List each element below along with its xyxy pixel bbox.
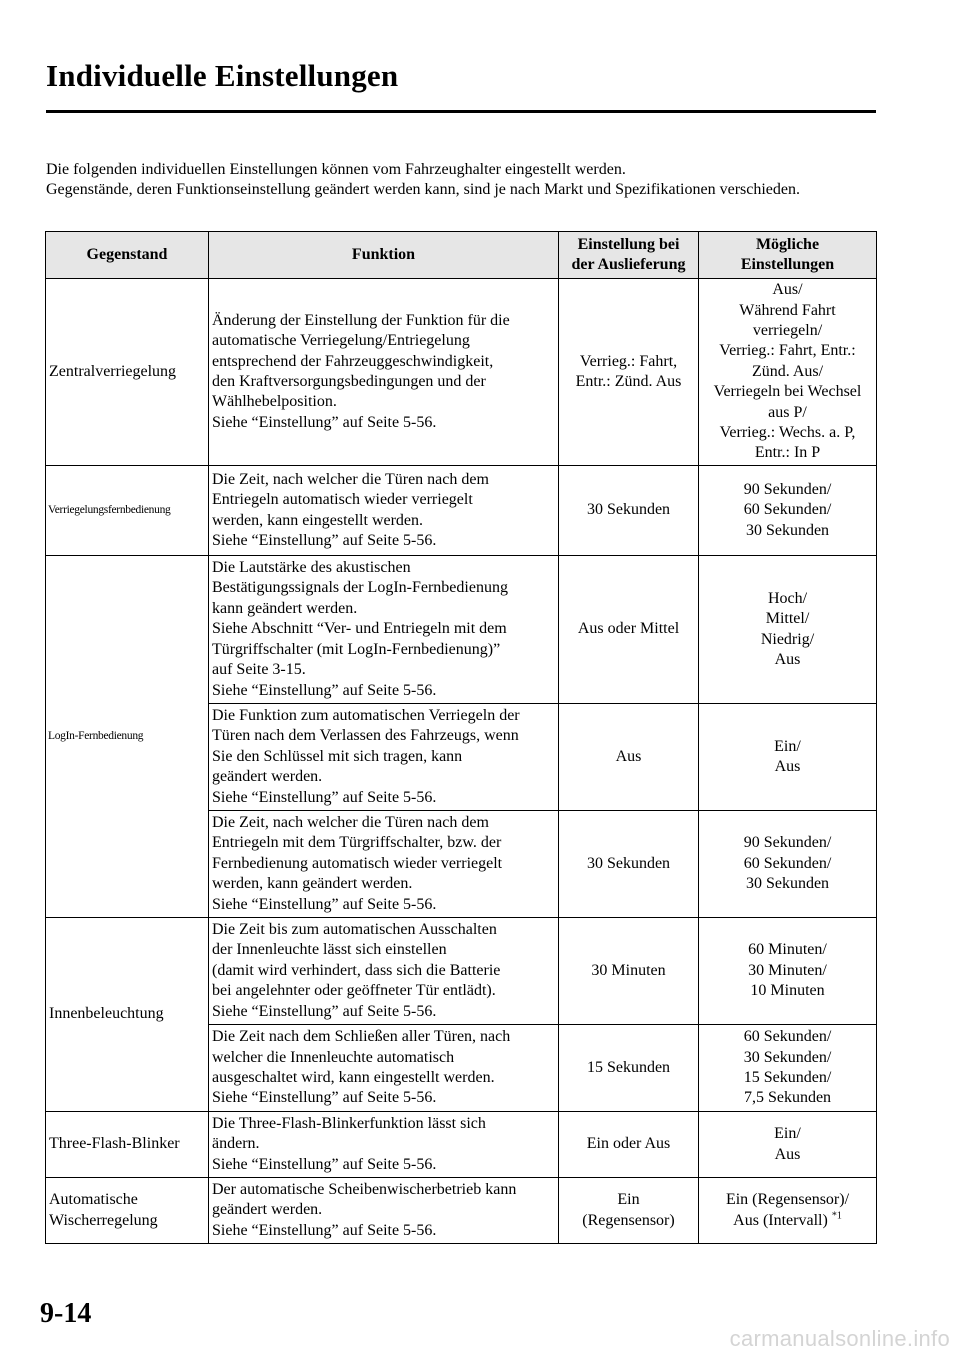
cell-default: 30 Minuten — [559, 918, 699, 1025]
table-row — [46, 556, 877, 704]
cell-function: Die Three-Flash-Blinkerfunktion lässt sich ändern. Siehe “Einstellung” auf Seite 5-56. — [209, 1112, 559, 1178]
cell-options: 60 Minuten/ 30 Minuten/ 10 Minuten — [699, 918, 877, 1025]
table-row — [46, 1112, 877, 1178]
cell-default: Aus oder Mittel — [559, 556, 699, 704]
cell-options: Hoch/ Mittel/ Niedrig/ Aus — [699, 556, 877, 704]
cell-function: Die Zeit, nach welcher die Türen nach dem Entriegeln mit dem Türgriffschalter, bzw. der Fernbedienung automatisch wieder verriegelt werden, kann geändert werden. Siehe “Einstellung” auf Seite 5-56. — [209, 811, 559, 918]
watermark: carmanualsonline.info — [729, 1326, 950, 1351]
title-rule — [46, 110, 876, 113]
header-options: Mögliche Einstellungen — [699, 232, 877, 279]
cell-function: Die Zeit, nach welcher die Türen nach dem Entriegeln automatisch wieder verriegelt werden, kann eingestellt werden. Siehe “Einstellung” auf Seite 5-56. — [209, 466, 559, 556]
settings-table — [45, 231, 877, 1244]
cell-options: 60 Sekunden/ 30 Sekunden/ 15 Sekunden/ 7,5 Sekunden — [699, 1025, 877, 1112]
cell-default: Aus — [559, 704, 699, 811]
cell-function: Die Zeit bis zum automatischen Ausschalten der Innenleuchte lässt sich einstellen (damit wird verhindert, dass sich die Batterie bei angelehnter oder geöffneter Tür entlädt). Siehe “Einstellung” auf Seite 5-56. — [209, 918, 559, 1025]
intro-line-1: Die folgenden individuellen Einstellungen können vom Fahrzeughalter eingestellt werden. — [46, 161, 626, 178]
cell-item: Verriegelungsfernbedienung — [46, 466, 209, 556]
cell-default: Verrieg.: Fahrt, Entr.: Zünd. Aus — [559, 279, 699, 466]
cell-item: Innenbeleuchtung — [46, 918, 209, 1112]
cell-item: Automatische Wischerregelung — [46, 1178, 209, 1244]
intro-text — [46, 160, 876, 200]
cell-function: Der automatische Scheibenwischerbetrieb kann geändert werden. Siehe “Einstellung” auf Seite 5-56. — [209, 1178, 559, 1244]
cell-item: Three-Flash-Blinker — [46, 1112, 209, 1178]
cell-options — [699, 1178, 877, 1244]
cell-item: Zentralverriegelung — [46, 279, 209, 466]
cell-function: Die Funktion zum automatischen Verriegeln der Türen nach dem Verlassen des Fahrzeugs, wenn Sie den Schlüssel mit sich tragen, kann geändert werden. Siehe “Einstellung” auf Seite 5-56. — [209, 704, 559, 811]
header-default: Einstellung bei der Auslieferung — [559, 232, 699, 279]
cell-function: Die Zeit nach dem Schließen aller Türen, nach welcher die Innenleuchte automatisch ausgeschaltet wird, kann eingestellt werden. Siehe “Einstellung” auf Seite 5-56. — [209, 1025, 559, 1112]
table-header-row — [46, 232, 877, 279]
cell-default: 30 Sekunden — [559, 466, 699, 556]
cell-function: Die Lautstärke des akustischen Bestätigungssignals der LogIn-Fernbedienung kann geändert werden. Siehe Abschnitt “Ver- und Entriegeln mit dem Türgriffschalter (mit LogIn-Fernbedienung)” auf Seite 3-15. Siehe “Einstellung” auf Seite 5-56. — [209, 556, 559, 704]
cell-item: LogIn-Fernbedienung — [46, 556, 209, 918]
header-item: Gegenstand — [46, 232, 209, 279]
cell-options: Ein/ Aus — [699, 704, 877, 811]
cell-default: Ein (Regensensor) — [559, 1178, 699, 1244]
table-row — [46, 466, 877, 556]
table-row — [46, 279, 877, 466]
cell-options: Aus/ Während Fahrt verriegeln/ Verrieg.: Fahrt, Entr.: Zünd. Aus/ Verriegeln bei Wechsel aus P/ Verrieg.: Wechs. a. P, Entr.: In P — [699, 279, 877, 466]
cell-default: 30 Sekunden — [559, 811, 699, 918]
page-number: 9-14 — [40, 1298, 92, 1329]
table-row — [46, 918, 877, 1025]
cell-options: Ein/ Aus — [699, 1112, 877, 1178]
cell-function: Änderung der Einstellung der Funktion für die automatische Verriegelung/Entriegelung entsprechend der Fahrzeuggeschwindigkeit, den Kraftversorgungsbedingungen und der Wählhebelposition. Siehe “Einstellung” auf Seite 5-56. — [209, 279, 559, 466]
cell-options: 90 Sekunden/ 60 Sekunden/ 30 Sekunden — [699, 811, 877, 918]
cell-default: Ein oder Aus — [559, 1112, 699, 1178]
table-row — [46, 1178, 877, 1244]
page-title: Individuelle Einstellungen — [46, 58, 399, 93]
cell-options: 90 Sekunden/ 60 Sekunden/ 30 Sekunden — [699, 466, 877, 556]
options-text: Ein (Regensensor)/ Aus (Intervall) — [725, 1191, 850, 1229]
intro-line-2: Gegenstände, deren Funktionseinstellung geändert werden kann, sind je nach Markt und Spezifikationen verschieden. — [46, 181, 800, 198]
cell-default: 15 Sekunden — [559, 1025, 699, 1112]
header-function: Funktion — [209, 232, 559, 279]
footnote-marker: *1 — [831, 1210, 842, 1222]
